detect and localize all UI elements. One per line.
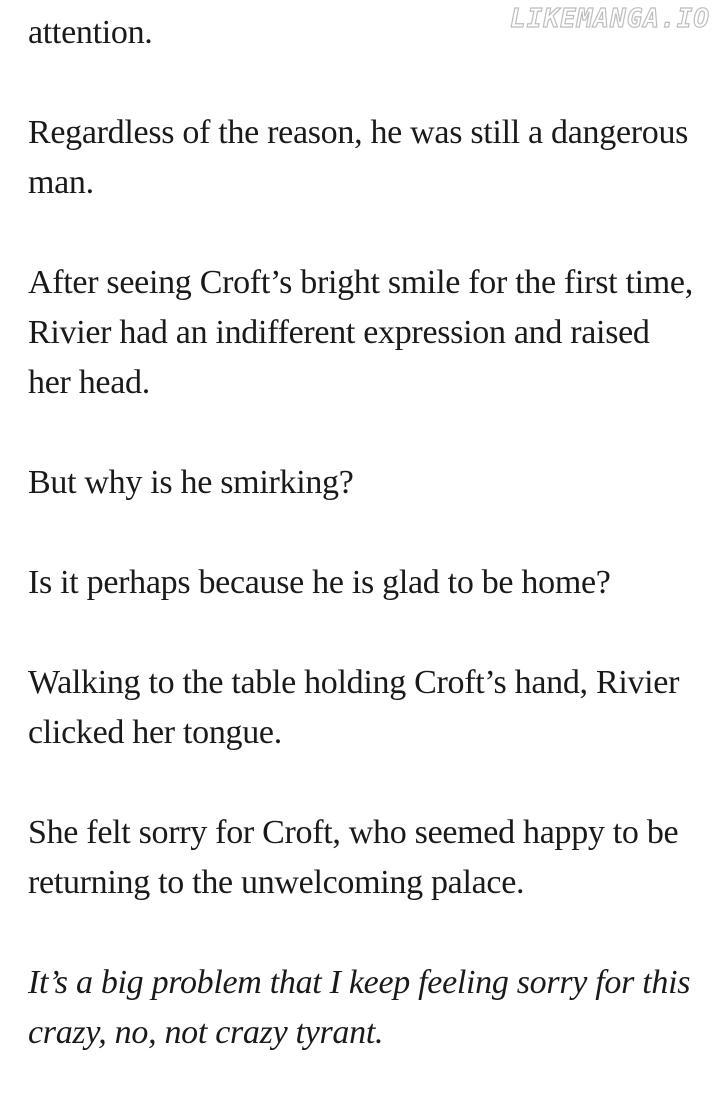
paragraph-clicked-tongue: Walking to the table holding Croft’s hand, Rivier clicked her tongue.	[28, 664, 680, 751]
paragraph-felt-sorry: She felt sorry for Croft, who seemed happy to be returning to the unwelcoming palace.	[28, 814, 679, 901]
paragraph-dangerous-man: Regardless of the reason, he was still a dangerous man.	[28, 114, 689, 201]
paragraph-attention: attention.	[28, 14, 153, 51]
watermark-logo: LIKEMANGA.IO	[510, 4, 710, 34]
paragraph-glad-home: Is it perhaps because he is glad to be home?	[28, 564, 611, 601]
paragraph-inner-thought: It’s a big problem that I keep feeling sorry for this crazy, no, not crazy tyrant.	[28, 964, 691, 1051]
paragraph-smirking: But why is he smirking?	[28, 464, 354, 501]
paragraph-croft-smile: After seeing Croft’s bright smile for the first time, Rivier had an indifferent expression and raised her head.	[28, 264, 693, 401]
story-text	[28, 8, 698, 1108]
